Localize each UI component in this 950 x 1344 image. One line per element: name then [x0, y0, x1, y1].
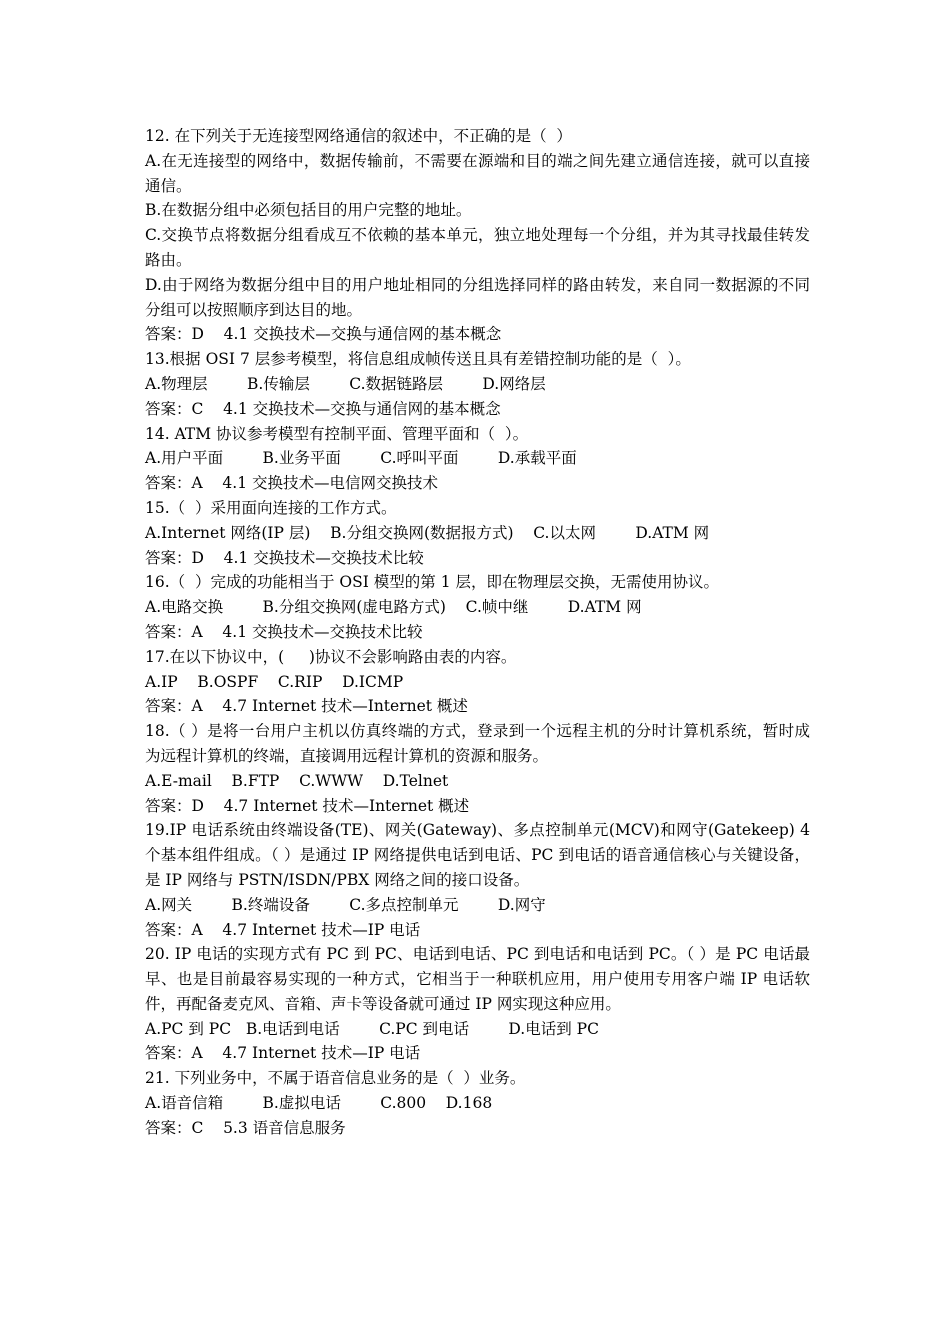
question-12-answer: 答案：D 4.1 交换技术—交换与通信网的基本概念	[145, 325, 502, 344]
question-19-stem: 19.IP 电话系统由终端设备(TE)、网关(Gateway)、多点控制单元(MCV)和网守(Gatekeep) 4 个基本组件组成。（ ）是通过 IP 网络提供电话到电话、PC 到电话的语音通信核心与关键设备，是 IP 网络与 PSTN/ISDN/PBX 网络之间的接口设备。	[145, 821, 810, 889]
question-13-stem: 13.根据 OSI 7 层参考模型，将信息组成帧传送且具有差错控制功能的是（ ）。	[145, 350, 691, 369]
question-18-options: A.E-mail B.FTP C.WWW D.Telnet	[145, 771, 449, 790]
question-14-stem: 14. ATM 协议参考模型有控制平面、管理平面和（ ）。	[145, 424, 529, 443]
question-12-option-a: A.在无连接型的网络中，数据传输前，不需要在源端和目的端之间先建立通信连接，就可以直接通信。	[145, 151, 810, 195]
question-12-option-c: C.交换节点将数据分组看成互不依赖的基本单元，独立地处理每一个分组，并为其寻找最佳转发路由。	[145, 226, 810, 269]
question-18-answer: 答案：D 4.7 Internet 技术—Internet 概述	[145, 796, 470, 815]
question-19-answer: 答案：A 4.7 Internet 技术—IP 电话	[145, 920, 421, 939]
question-12-option-b: B.在数据分组中必须包括目的用户完整的地址。	[145, 201, 472, 220]
document-body	[145, 124, 810, 1141]
question-16-stem: 16.（ ）完成的功能相当于 OSI 模型的第 1 层，即在物理层交换，无需使用协议。	[145, 573, 720, 592]
question-20-stem: 20. IP 电话的实现方式有 PC 到 PC、电话到电话、PC 到电话和电话到 PC。（ ）是 PC 电话最早、也是目前最容易实现的一种方式，它相当于一种联机应用，用户使用专用客户端 IP 电话软件，再配备麦克风、音箱、声卡等设备就可通过 IP 网实现这种应用。	[145, 945, 810, 1013]
question-14-options: A.用户平面 B.业务平面 C.呼叫平面 D.承载平面	[145, 449, 577, 468]
question-12-stem: 12. 在下列关于无连接型网络通信的叙述中，不正确的是（ ）	[145, 127, 572, 145]
question-16-options: A.电路交换 B.分组交换网(虚电路方式) C.帧中继 D.ATM 网	[145, 598, 642, 617]
question-17-answer: 答案：A 4.7 Internet 技术—Internet 概述	[145, 697, 468, 716]
question-15-options: A.Internet 网络(IP 层) B.分组交换网(数据报方式) C.以太网 D.ATM 网	[145, 523, 710, 542]
question-17-stem: 17.在以下协议中，( )协议不会影响路由表的内容。	[145, 647, 517, 666]
question-21-options: A.语音信箱 B.虚拟电话 C.800 D.168	[145, 1094, 493, 1113]
question-12-option-d: D.由于网络为数据分组中目的用户地址相同的分组选择同样的路由转发，来自同一数据源的不同分组可以按照顺序到达目的地。	[145, 275, 810, 319]
question-15-answer: 答案：D 4.1 交换技术—交换技术比较	[145, 548, 424, 567]
question-15-stem: 15.（ ）采用面向连接的工作方式。	[145, 498, 397, 517]
question-20-options: A.PC 到 PC B.电话到电话 C.PC 到电话 D.电话到 PC	[145, 1019, 599, 1038]
question-18-stem: 18.（ ）是将一台用户主机以仿真终端的方式，登录到一个远程主机的分时计算机系统，暂时成为远程计算机的终端，直接调用远程计算机的资源和服务。	[145, 722, 810, 765]
question-13-options: A.物理层 B.传输层 C.数据链路层 D.网络层	[145, 374, 546, 393]
question-19-options: A.网关 B.终端设备 C.多点控制单元 D.网守	[145, 895, 546, 914]
question-16-answer: 答案：A 4.1 交换技术—交换技术比较	[145, 622, 423, 641]
question-20-answer: 答案：A 4.7 Internet 技术—IP 电话	[145, 1044, 421, 1063]
question-21-stem: 21. 下列业务中，不属于语音信息业务的是（ ）业务。	[145, 1069, 526, 1088]
question-21-answer: 答案：C 5.3 语音信息服务	[145, 1118, 346, 1137]
question-17-options: A.IP B.OSPF C.RIP D.ICMP	[145, 672, 404, 691]
question-14-answer: 答案：A 4.1 交换技术—电信网交换技术	[145, 474, 438, 493]
question-13-answer: 答案：C 4.1 交换技术—交换与通信网的基本概念	[145, 399, 501, 418]
